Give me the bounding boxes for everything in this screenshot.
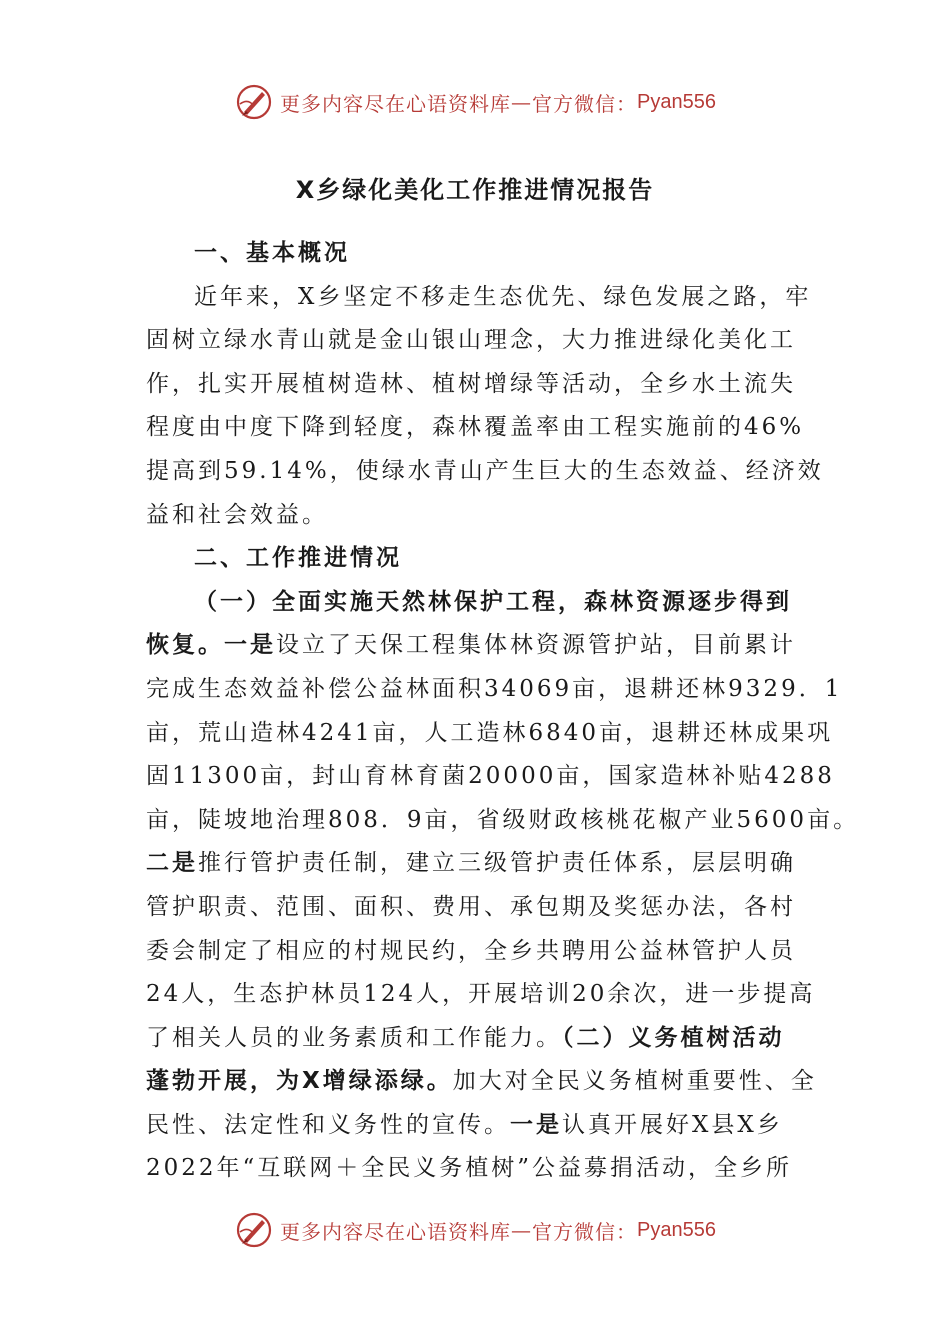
paragraph-line (146, 1104, 810, 1148)
watermark-dash: — (511, 90, 533, 114)
subheading-text: （二）义务植树活动 (562, 1024, 785, 1051)
emphasis-text: 二是 (146, 850, 198, 877)
subheading-text: 蓬勃开展，为X增绿添绿。 (146, 1068, 453, 1095)
paragraph-text: 加大对全民义务植树重要性、全 (452, 1068, 817, 1095)
watermark-handle: Pyan556 (637, 90, 716, 113)
paragraph-line (146, 624, 810, 668)
pen-logo-icon (234, 1210, 274, 1250)
paragraph-line: 益和社会效益。 (146, 501, 328, 528)
paragraph-line (146, 1017, 810, 1061)
paragraph-text: 了相关人员的业务素质和工作能力。 (146, 1024, 562, 1051)
pen-logo-icon (234, 82, 274, 122)
watermark-dash: — (511, 1218, 533, 1242)
paragraph-line: 提高到59.14%，使绿水青山产生巨大的生态效益、经济效 (146, 457, 824, 484)
paragraph-line (146, 581, 810, 625)
watermark-label: 官方微信： (532, 1219, 638, 1244)
paragraph-line: 固树立绿水青山就是金山银山理念，大力推进绿化美化工 (146, 327, 796, 354)
paragraph-line: 2022年“互联网＋全民义务植树”公益募捐活动，全乡所 (146, 1155, 793, 1182)
paragraph-text: 认真开展好X县X乡 (562, 1111, 783, 1138)
paragraph-line (146, 842, 810, 886)
section-heading-overview: 一、基本概况 (194, 240, 350, 266)
paragraph-line: 24人，生态护林员124人，开展培训20余次，进一步提高 (146, 981, 816, 1008)
paragraph-text: 设立了天保工程集体林资源管护站，目前累计 (276, 632, 796, 659)
watermark-text: 更多内容尽在心语资料库 (280, 91, 512, 116)
paragraph-line: 管护职责、范围、面积、费用、承包期及奖惩办法，各村 (146, 893, 796, 920)
watermark-handle: Pyan556 (637, 1218, 716, 1241)
watermark-label: 官方微信： (532, 91, 638, 116)
watermark-text: 更多内容尽在心语资料库 (280, 1219, 512, 1244)
subheading-text: 恢复。一是 (146, 632, 276, 659)
subheading-text: （一）全面实施天然林保护工程，森林资源逐步得到 (194, 588, 792, 615)
header-watermark-banner (0, 80, 950, 124)
section-heading-progress: 二、工作推进情况 (194, 545, 402, 572)
paragraph-line: 委会制定了相应的村规民约，全乡共聘用公益林管护人员 (146, 937, 796, 964)
document-title: X乡绿化美化工作推进情况报告 (295, 176, 655, 204)
paragraph-line: 程度由中度下降到轻度，森林覆盖率由工程实施前的46% (146, 414, 805, 441)
paragraph-line: 作，扎实开展植树造林、植树增绿等活动，全乡水土流失 (146, 370, 796, 397)
emphasis-text: 一是 (510, 1111, 562, 1138)
paragraph-text: 推行管护责任制，建立三级管护责任体系，层层明确 (198, 850, 796, 877)
paragraph-line: 固11300亩，封山育林育菌20000亩，国家造林补贴4288 (146, 763, 835, 790)
paragraph-line: 近年来，X乡坚定不移走生态优先、绿色发展之路，牢 (194, 283, 812, 310)
footer-watermark-banner (0, 1208, 950, 1252)
paragraph-line: 亩，陡坡地治理808．9亩，省级财政核桃花椒产业5600亩。 (146, 806, 860, 833)
paragraph-line: 亩，荒山造林4241亩，人工造林6840亩，退耕还林成果巩 (146, 719, 834, 746)
paragraph-line (146, 1060, 817, 1104)
paragraph-text: 民性、法定性和义务性的宣传。 (146, 1111, 510, 1138)
document-body (146, 232, 860, 1191)
paragraph-line: 完成生态效益补偿公益林面积34069亩，退耕还林9329．1 (146, 675, 843, 702)
